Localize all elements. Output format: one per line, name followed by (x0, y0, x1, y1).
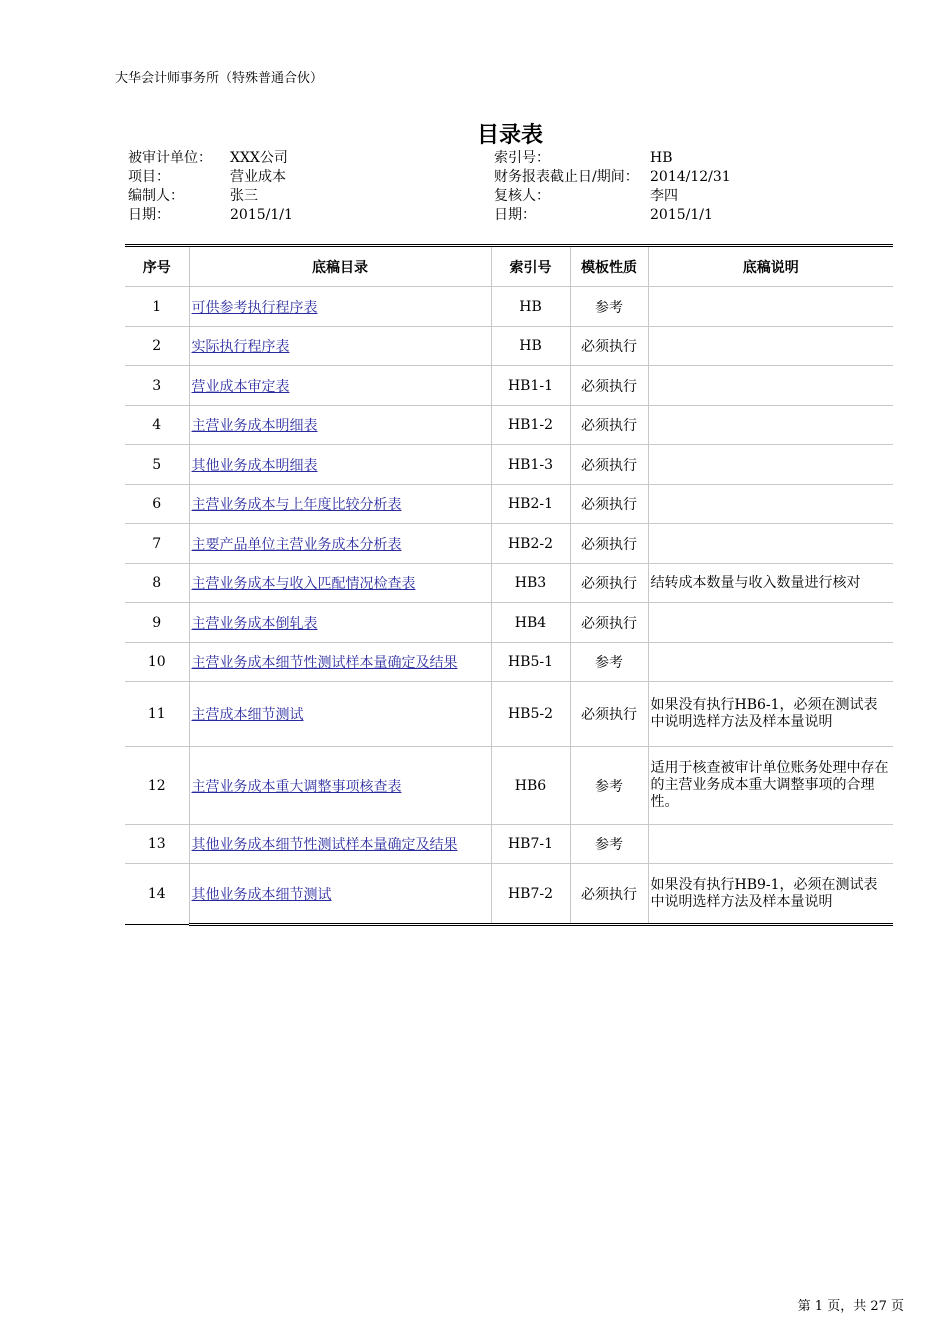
row-nature: 必须执行 (570, 406, 648, 445)
row-seq: 4 (125, 406, 189, 445)
table-row (125, 485, 893, 524)
workpaper-link[interactable]: 其他业务成本细节测试 (191, 886, 332, 903)
row-nature: 必须执行 (570, 327, 648, 366)
row-index: HB7-2 (491, 864, 570, 925)
period-value: 2014/12/31 (650, 169, 731, 185)
row-note: 如果没有执行HB9-1，必须在测试表中说明选样方法及样本量说明 (648, 864, 893, 925)
table-header-row (125, 246, 893, 287)
row-index: HB (491, 287, 570, 327)
table-row (125, 327, 893, 366)
index-label: 索引号： (494, 150, 550, 166)
row-index: HB2-1 (491, 485, 570, 524)
table-row (125, 747, 893, 825)
row-nature: 参考 (570, 287, 648, 327)
row-note (648, 603, 893, 643)
directory-table (125, 244, 893, 926)
workpaper-link[interactable]: 主营业务成本重大调整事项核查表 (191, 778, 402, 795)
row-seq: 6 (125, 485, 189, 524)
workpaper-link[interactable]: 主营业务成本细节性测试样本量确定及结果 (191, 655, 458, 671)
table-row (125, 287, 893, 327)
date-right-label: 日期： (494, 207, 536, 223)
page-title: 目录表 (476, 123, 543, 148)
header-note: 底稿说明 (648, 246, 893, 287)
header-index: 索引号 (491, 246, 570, 287)
workpaper-link[interactable]: 营业成本审定表 (191, 378, 290, 395)
row-seq: 12 (125, 747, 189, 825)
row-index: HB1-3 (491, 445, 570, 485)
row-note (648, 327, 893, 366)
preparer-value: 张三 (230, 188, 258, 204)
project-label: 项目： (128, 169, 170, 185)
row-seq: 10 (125, 643, 189, 682)
workpaper-link[interactable]: 实际执行程序表 (191, 339, 290, 355)
row-seq: 8 (125, 564, 189, 603)
row-note: 适用于核查被审计单位账务处理中存在的主营业务成本重大调整事项的合理性。 (648, 747, 893, 825)
row-note: 如果没有执行HB6-1，必须在测试表中说明选样方法及样本量说明 (648, 682, 893, 747)
row-nature: 必须执行 (570, 564, 648, 603)
workpaper-link[interactable]: 主营业务成本与收入匹配情况检查表 (191, 576, 416, 592)
firm-name: 大华会计师事务所（特殊普通合伙） (115, 71, 324, 86)
date-right-value: 2015/1/1 (650, 207, 713, 223)
table-row (125, 603, 893, 643)
row-seq: 7 (125, 524, 189, 564)
workpaper-link[interactable]: 主营业务成本倒轧表 (191, 615, 318, 632)
row-note (648, 825, 893, 864)
row-index: HB2-2 (491, 524, 570, 564)
page-footer: 第 1 页，共 27 页 (797, 1299, 904, 1314)
row-seq: 9 (125, 603, 189, 643)
table-row (125, 524, 893, 564)
table-row (125, 864, 893, 925)
header-seq: 序号 (125, 246, 189, 287)
reviewer-label: 复核人： (494, 188, 550, 204)
row-index: HB3 (491, 564, 570, 603)
row-note (648, 485, 893, 524)
row-note (648, 643, 893, 682)
row-nature: 必须执行 (570, 366, 648, 406)
row-nature: 参考 (570, 747, 648, 825)
row-note (648, 287, 893, 327)
workpaper-link[interactable]: 主营成本细节测试 (191, 707, 304, 723)
table-row (125, 564, 893, 603)
row-index: HB1-2 (491, 406, 570, 445)
workpaper-link[interactable]: 可供参考执行程序表 (191, 299, 318, 316)
row-seq: 3 (125, 366, 189, 406)
row-seq: 5 (125, 445, 189, 485)
row-seq: 14 (125, 864, 189, 925)
row-index: HB5-2 (491, 682, 570, 747)
date-left-label: 日期： (128, 207, 170, 223)
row-note (648, 524, 893, 564)
row-index: HB5-1 (491, 643, 570, 682)
row-note (648, 406, 893, 445)
row-nature: 必须执行 (570, 603, 648, 643)
header-nature: 模板性质 (570, 246, 648, 287)
table-row (125, 825, 893, 864)
row-index: HB1-1 (491, 366, 570, 406)
row-nature: 必须执行 (570, 485, 648, 524)
row-index: HB6 (491, 747, 570, 825)
row-seq: 11 (125, 682, 189, 747)
table-row (125, 366, 893, 406)
row-index: HB7-1 (491, 825, 570, 864)
reviewer-value: 李四 (650, 188, 678, 204)
table-row (125, 682, 893, 747)
row-index: HB (491, 327, 570, 366)
table-row (125, 406, 893, 445)
workpaper-link[interactable]: 其他业务成本明细表 (191, 457, 318, 474)
audited-unit-label: 被审计单位： (128, 150, 212, 166)
project-value: 营业成本 (230, 169, 286, 185)
row-nature: 必须执行 (570, 864, 648, 925)
workpaper-link[interactable]: 主营业务成本与上年度比较分析表 (191, 497, 402, 513)
audited-unit-value: XXX公司 (230, 150, 288, 166)
header-name: 底稿目录 (189, 246, 491, 287)
date-left-value: 2015/1/1 (230, 207, 293, 223)
row-nature: 必须执行 (570, 445, 648, 485)
row-nature: 必须执行 (570, 524, 648, 564)
preparer-label: 编制人： (128, 188, 184, 204)
workpaper-link[interactable]: 其他业务成本细节性测试样本量确定及结果 (191, 837, 458, 853)
row-nature: 参考 (570, 825, 648, 864)
workpaper-link[interactable]: 主营业务成本明细表 (191, 418, 318, 434)
row-index: HB4 (491, 603, 570, 643)
table-row (125, 445, 893, 485)
row-note (648, 445, 893, 485)
period-label: 财务报表截止日/期间： (494, 169, 639, 185)
row-note (648, 366, 893, 406)
row-nature: 参考 (570, 643, 648, 682)
workpaper-link[interactable]: 主要产品单位主营业务成本分析表 (191, 536, 402, 553)
index-value: HB (650, 150, 673, 166)
row-note: 结转成本数量与收入数量进行核对 (648, 564, 893, 603)
row-seq: 13 (125, 825, 189, 864)
row-seq: 2 (125, 327, 189, 366)
table-row (125, 643, 893, 682)
row-nature: 必须执行 (570, 682, 648, 747)
row-seq: 1 (125, 287, 189, 327)
